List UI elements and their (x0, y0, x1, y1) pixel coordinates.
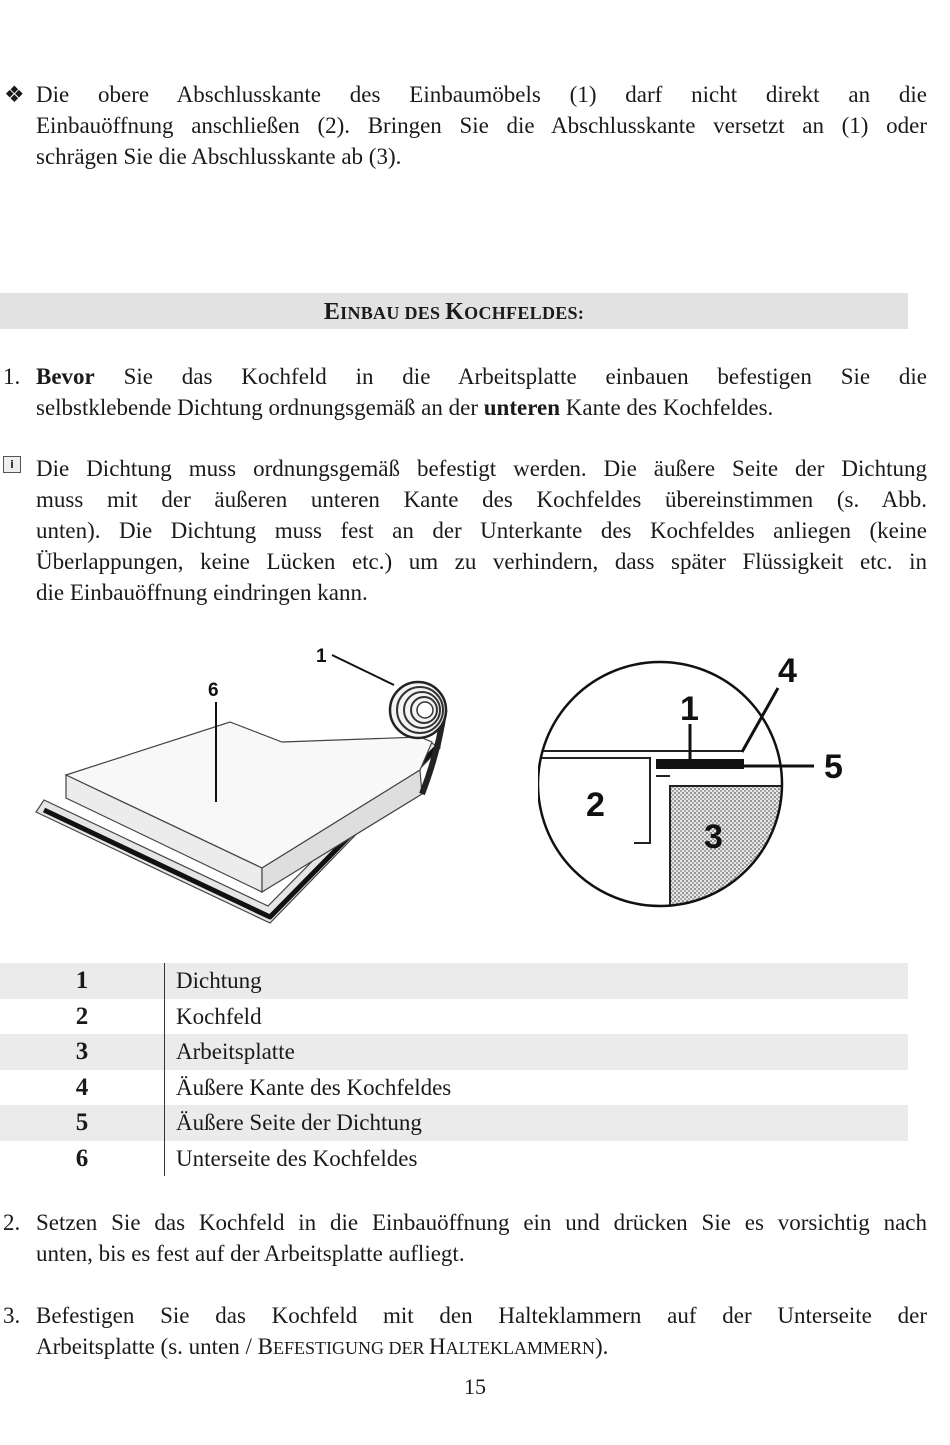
step-1-line-1 (36, 361, 927, 392)
heading-initial-e: E (323, 299, 341, 325)
info-line-1: Die Dichtung muss ordnungsgemäß befestigt werden. Die äußere Seite der Dichtung (36, 456, 927, 481)
heading-part-1: INBAU DES (340, 303, 446, 323)
seal-section (656, 759, 744, 769)
legend-row (0, 999, 908, 1035)
legend-number: 1 (75, 967, 89, 994)
step-3-line-2-a: Arbeitsplatte (s. unten / (36, 1334, 258, 1359)
legend-label: Äußere Kante des Kochfeldes (176, 1074, 452, 1100)
legend-row (0, 1105, 908, 1141)
legend-number: 2 (75, 1002, 89, 1030)
info-line-5: die Einbauöffnung eindringen kann. (36, 580, 368, 605)
legend-divider (164, 963, 165, 1176)
step-3-sc-part-2: ALTEKLAMMERN (445, 1338, 595, 1358)
step-1-line-2-a: selbstklebende Dichtung ordnungsgemäß an der (36, 395, 484, 420)
legend-label: Dichtung (176, 968, 262, 993)
page-number: 15 (464, 1374, 486, 1399)
legend-number: 4 (75, 1073, 89, 1101)
heading-part-2: OCHFELDES: (464, 303, 585, 323)
label-6-left: 6 (208, 680, 219, 701)
step-2-number: 2. (3, 1210, 21, 1235)
legend-number: 6 (75, 1144, 89, 1172)
step-2-line-2: unten, bis es fest auf der Arbeitsplatte aufliegt. (36, 1241, 465, 1266)
legend-row (0, 1034, 908, 1070)
bullet-line-3: schrägen Sie die Abschlusskante ab (3). (36, 144, 402, 169)
label-5-right: 5 (824, 748, 843, 786)
step-1-bold-unteren: unteren (483, 395, 560, 420)
step-1-line-2-b: Kante des Kochfeldes. (560, 395, 774, 420)
info-line-2: muss mit der äußeren unteren Kante des Kochfeldes übereinstimmen (s. Abb. (36, 487, 927, 512)
step-1-text-a: Sie das Kochfeld in die Arbeitsplatte einbauen befestigen Sie die (94, 364, 927, 389)
label-2-right: 2 (586, 786, 605, 824)
legend-row (0, 1141, 908, 1177)
legend-label: Äußere Seite der Dichtung (176, 1110, 422, 1135)
label-4-right: 4 (778, 652, 797, 690)
step-3-sc-b: B (257, 1334, 273, 1359)
step-3-line-2-end: ). (594, 1334, 609, 1359)
legend-row (0, 963, 908, 999)
step-3-number: 3. (3, 1303, 21, 1328)
heading-initial-k: K (445, 299, 465, 325)
step-1-bold-bevor: Bevor (36, 364, 95, 389)
legend-table (0, 963, 908, 1176)
legend-label: Arbeitsplatte (176, 1039, 295, 1064)
legend-number: 5 (75, 1109, 89, 1136)
info-line-3: unten). Die Dichtung muss fest an der Unterkante des Kochfeldes anliegen (keine (36, 518, 927, 543)
label-3-right: 3 (704, 818, 723, 856)
step-1-line-2 (36, 392, 927, 423)
legend-number: 3 (75, 1038, 89, 1065)
seal-cross-section-detail (538, 648, 858, 928)
step-3-sc-part-1: EFESTIGUNG DER (273, 1338, 429, 1358)
hob-seal-illustration (30, 640, 460, 930)
legend-row (0, 1070, 908, 1106)
step-1-number: 1. (3, 364, 21, 389)
bullet-marker: ❖ (4, 82, 25, 107)
legend-label: Kochfeld (176, 1003, 262, 1029)
label-1-right: 1 (680, 690, 699, 728)
bullet-line-1: Die obere Abschlusskante des Einbaumöbels (1) darf nicht direkt an die (36, 82, 927, 107)
step-3-line-1: Befestigen Sie das Kochfeld mit den Halteklammern auf der Unterseite der (36, 1303, 927, 1328)
step-3-sc-h: H (429, 1334, 446, 1359)
section-heading (0, 293, 908, 329)
step-3-line-2 (36, 1331, 927, 1364)
detail-circle (538, 662, 782, 906)
leader-line-1 (332, 655, 394, 685)
legend-label: Unterseite des Kochfeldes (176, 1145, 418, 1171)
step-2-line-1: Setzen Sie das Kochfeld in die Einbauöffnung ein und drücken Sie es vorsichtig nach (36, 1210, 927, 1235)
seal-roll (390, 682, 446, 738)
bullet-line-2: Einbauöffnung anschließen (2). Bringen Sie die Abschlusskante versetzt an (1) oder (36, 113, 927, 138)
label-1-left: 1 (316, 646, 327, 667)
info-icon: i (3, 456, 21, 473)
info-line-4: Überlappungen, keine Lücken etc.) um zu verhindern, dass später Flüssigkeit etc. in (36, 549, 927, 574)
